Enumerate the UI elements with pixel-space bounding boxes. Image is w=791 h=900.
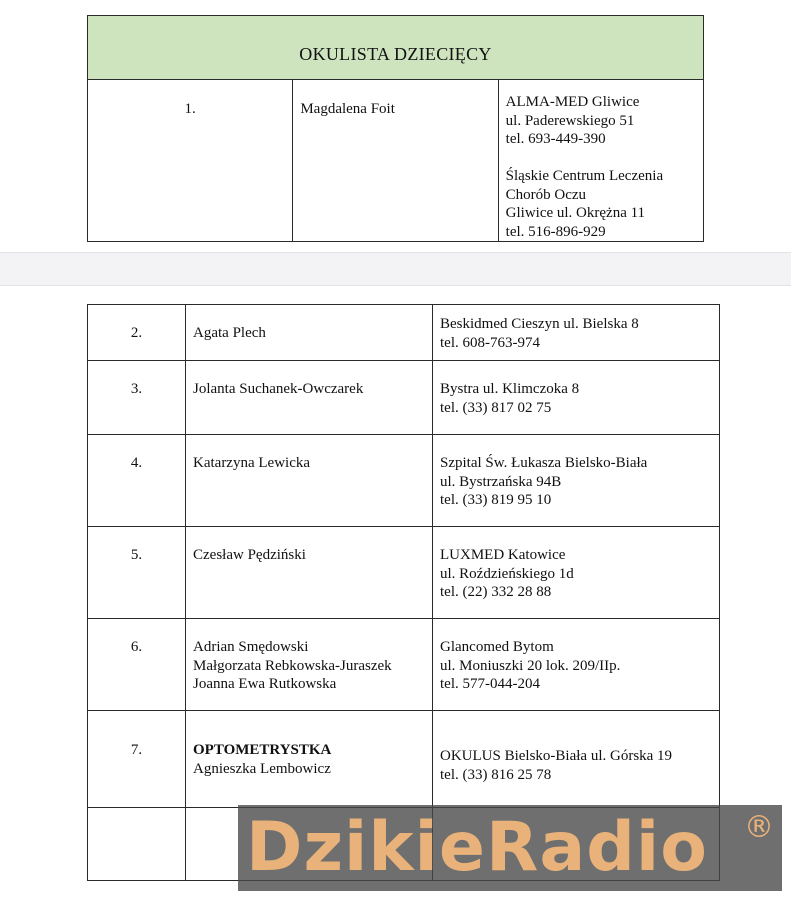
name-line: Jolanta Suchanek-Owczarek [193,381,364,397]
address-line: Glancomed Bytom [440,639,554,655]
address-line: Bystra ul. Klimczoka 8 [440,381,580,397]
address-line: tel. (22) 332 28 88 [440,584,552,600]
table-header-row [88,16,704,80]
table-row [88,80,704,242]
address-line: Gliwice ul. Okrężna 11 [505,205,646,221]
address-line: Beskidmed Cieszyn ul. Bielska 8 [440,316,639,332]
table-row [88,527,720,619]
name-line: Magdalena Foit [300,101,395,117]
address-line: tel. (33) 819 95 10 [440,492,552,508]
clinic-address [433,305,720,361]
address-line: Szpital Św. Łukasza Bielsko-Biała [440,455,648,471]
clinic-address [433,527,720,619]
clinic-address [433,711,720,808]
clinic-address [433,619,720,711]
table-section-2 [87,304,720,887]
address-line: ul. Paderewskiego 51 [505,112,635,129]
row-number: 5. [88,527,186,619]
name-line: Małgorzata Rebkowska-Juraszek [193,657,392,674]
name-line: Agata Plech [193,325,266,341]
name-line: Czesław Pędziński [193,547,306,563]
table-row [88,435,720,527]
watermark-logo [238,805,782,891]
address-line: OKULUS Bielsko-Biała ul. Górska 19 [440,748,673,764]
doctor-name [186,305,433,361]
registered-mark-icon: ® [744,810,774,845]
address-line: ul. Moniuszki 20 lok. 209/IIp. [440,657,621,674]
table-row [88,619,720,711]
clinic-address [498,80,703,242]
address-line: tel. (33) 816 25 78 [440,766,552,783]
table-row [88,305,720,361]
clinic-address [433,435,720,527]
row-number: 4. [88,435,186,527]
name-line: Joanna Ewa Rutkowska [193,676,337,692]
address-line: tel. 693-449-390 [505,131,606,147]
address-line: ALMA-MED Gliwice [505,94,640,110]
row-number: 3. [88,361,186,435]
address-spacer [506,149,703,168]
address-line: tel. 577-044-204 [440,676,540,692]
name-line: Katarzyna Lewicka [193,455,311,471]
address-line: tel. 516-896-929 [505,223,606,240]
document-page-1 [0,0,791,252]
address-line: Śląskie Centrum Leczenia Chorób Oczu [505,168,664,203]
name-line: Agnieszka Lembowicz [193,760,331,777]
table-row [88,711,720,808]
doctor-name [186,361,433,435]
doctor-name [186,711,433,808]
address-line: ul. Bystrzańska 94B [440,473,562,490]
row-number: 6. [88,619,186,711]
address-line: tel. (33) 817 02 75 [440,399,552,416]
doctor-name [186,435,433,527]
doctor-name [293,80,498,242]
page-break [0,252,791,286]
doctor-name [186,619,433,711]
role-label: OPTOMETRYSTKA [193,742,332,758]
row-number: 7. [88,711,186,808]
table-title: OKULISTA DZIECIĘCY [88,16,704,80]
watermark-text: DzikieRadio [246,808,708,887]
table-section-1 [87,15,704,242]
address-line: tel. 608-763-974 [440,334,540,351]
clinic-address [433,361,720,435]
row-number: 2. [88,305,186,361]
empty-cell [88,808,186,881]
address-line: LUXMED Katowice [440,547,566,563]
table-row [88,361,720,435]
name-line: Adrian Smędowski [193,639,309,655]
row-number: 1. [88,80,293,242]
doctor-name [186,527,433,619]
address-line: ul. Roździeńskiego 1d [440,565,574,582]
